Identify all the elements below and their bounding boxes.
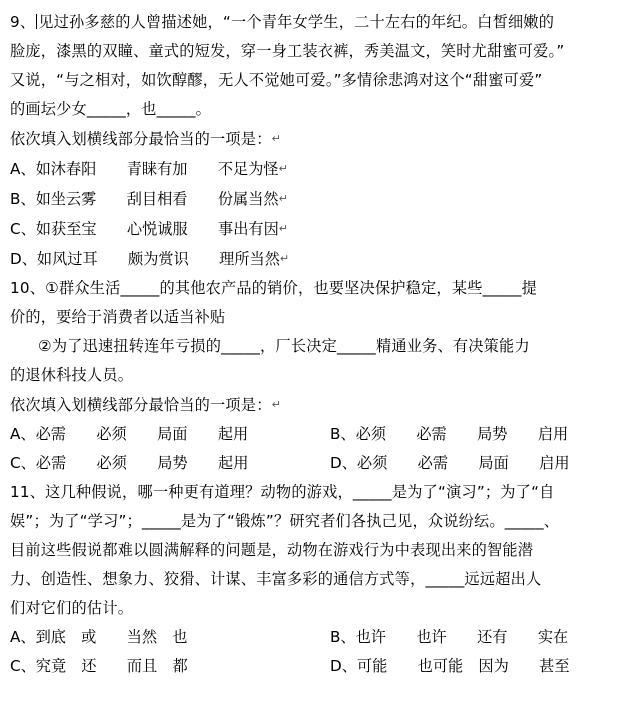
question-11-line-5: 们对它们的估计。 xyxy=(10,599,134,617)
question-11-line-4: 力、创造性、想象力、狡猾、计谋、丰富多彩的通信方式等，_____远远超出人 xyxy=(10,570,542,588)
question-11-option-row-cd xyxy=(10,652,608,681)
paragraph-mark-icon: ↵ xyxy=(278,222,289,235)
question-9-number: 9、 xyxy=(10,13,36,31)
question-10-number: 10、 xyxy=(10,279,46,297)
question-11-option-d: D、可能 也可能 因为 甚至 xyxy=(330,657,570,675)
paragraph-mark-icon: ↵ xyxy=(278,162,288,175)
question-block-11 xyxy=(10,478,608,681)
question-9-prompt: 依次填入划横线部分最恰当的一项是：↵ xyxy=(10,130,282,148)
question-11-option-b: B、也许 也许 还有 实在 xyxy=(330,628,569,646)
question-9-option-a: A、如沐春阳 青睐有加 不足为怪↵ xyxy=(10,160,288,178)
question-10-line-3: ②为了迅速扭转连年亏损的_____，厂长决定_____精通业务、有决策能力 xyxy=(38,337,530,355)
question-9-option-d: D、如风过耳 颇为赏识 理所当然↵ xyxy=(10,250,290,268)
question-10-option-row-cd xyxy=(10,449,608,478)
question-10-text-1: ①群众生活_____的其他农产品的销价，也要坚决保护稳定，某些_____提 xyxy=(45,279,537,297)
question-9-option-b: B、如坐云雾 刮目相看 份属当然↵ xyxy=(10,190,288,208)
question-block-10 xyxy=(10,274,608,478)
question-9-option-c: C、如获至宝 心悦诚服 事出有因↵ xyxy=(10,220,289,238)
question-10-line-4: 的退休科技人员。 xyxy=(10,366,134,384)
question-10-option-b: B、必须 必需 局势 启用 xyxy=(330,425,569,443)
question-9-line-1 xyxy=(10,8,608,37)
question-11-option-c: C、究竟 还 而且 都 xyxy=(10,657,188,675)
question-9-line-4: 的画坛少女_____，也_____。 xyxy=(10,100,212,118)
question-10-option-d: D、必须 必需 局面 启用 xyxy=(330,454,570,472)
question-11-option-a: A、到底 或 当然 也 xyxy=(10,628,188,646)
question-10-option-row-ab xyxy=(10,420,608,449)
question-11-line-1 xyxy=(10,478,608,507)
question-10-line-2: 价的，要给于消费者以适当补贴 xyxy=(10,308,226,326)
question-9-text-1: 见过孙多慈的人曾描述她，“一个青年女学生，二十左右的年纪。白皙细嫩的 xyxy=(38,13,555,31)
question-11-option-row-ab xyxy=(10,623,608,652)
question-10-line-1 xyxy=(10,274,608,303)
paragraph-mark-icon: ↵ xyxy=(279,252,290,265)
question-10-option-a: A、必需 必须 局面 起用 xyxy=(10,425,249,443)
paragraph-mark-icon: ↵ xyxy=(278,192,288,205)
question-9-line-2: 脸庞，漆黑的双瞳、童式的短发，穿一身工装衣裤，秀美温文，笑时尤甜蜜可爱。” xyxy=(10,42,565,60)
question-11-number: 11、 xyxy=(10,483,46,501)
question-10-prompt: 依次填入划横线部分最恰当的一项是：↵ xyxy=(10,396,282,414)
question-11-line-3: 目前这些假说都难以圆满解释的问题是，动物在游戏行为中表现出来的智能潜 xyxy=(10,541,534,559)
question-10-option-c: C、必需 必须 局势 起用 xyxy=(10,454,249,472)
paragraph-mark-icon: ↵ xyxy=(271,132,282,145)
paragraph-mark-icon: ↵ xyxy=(271,398,282,411)
question-block-9 xyxy=(10,8,608,274)
question-11-text-1: 这几种假说，哪一种更有道理？动物的游戏，_____是为了“演习”；为了“自 xyxy=(45,483,555,501)
question-11-line-2: 娱”；为了“学习”；_____是为了“锻炼”？研究者们各执己见，众说纷纭。_____、 xyxy=(10,512,560,530)
question-9-line-3: 又说，“与之相对，如饮醇醪，无人不觉她可爱。”多情徐悲鸿对这个“甜蜜可爱” xyxy=(10,71,543,89)
